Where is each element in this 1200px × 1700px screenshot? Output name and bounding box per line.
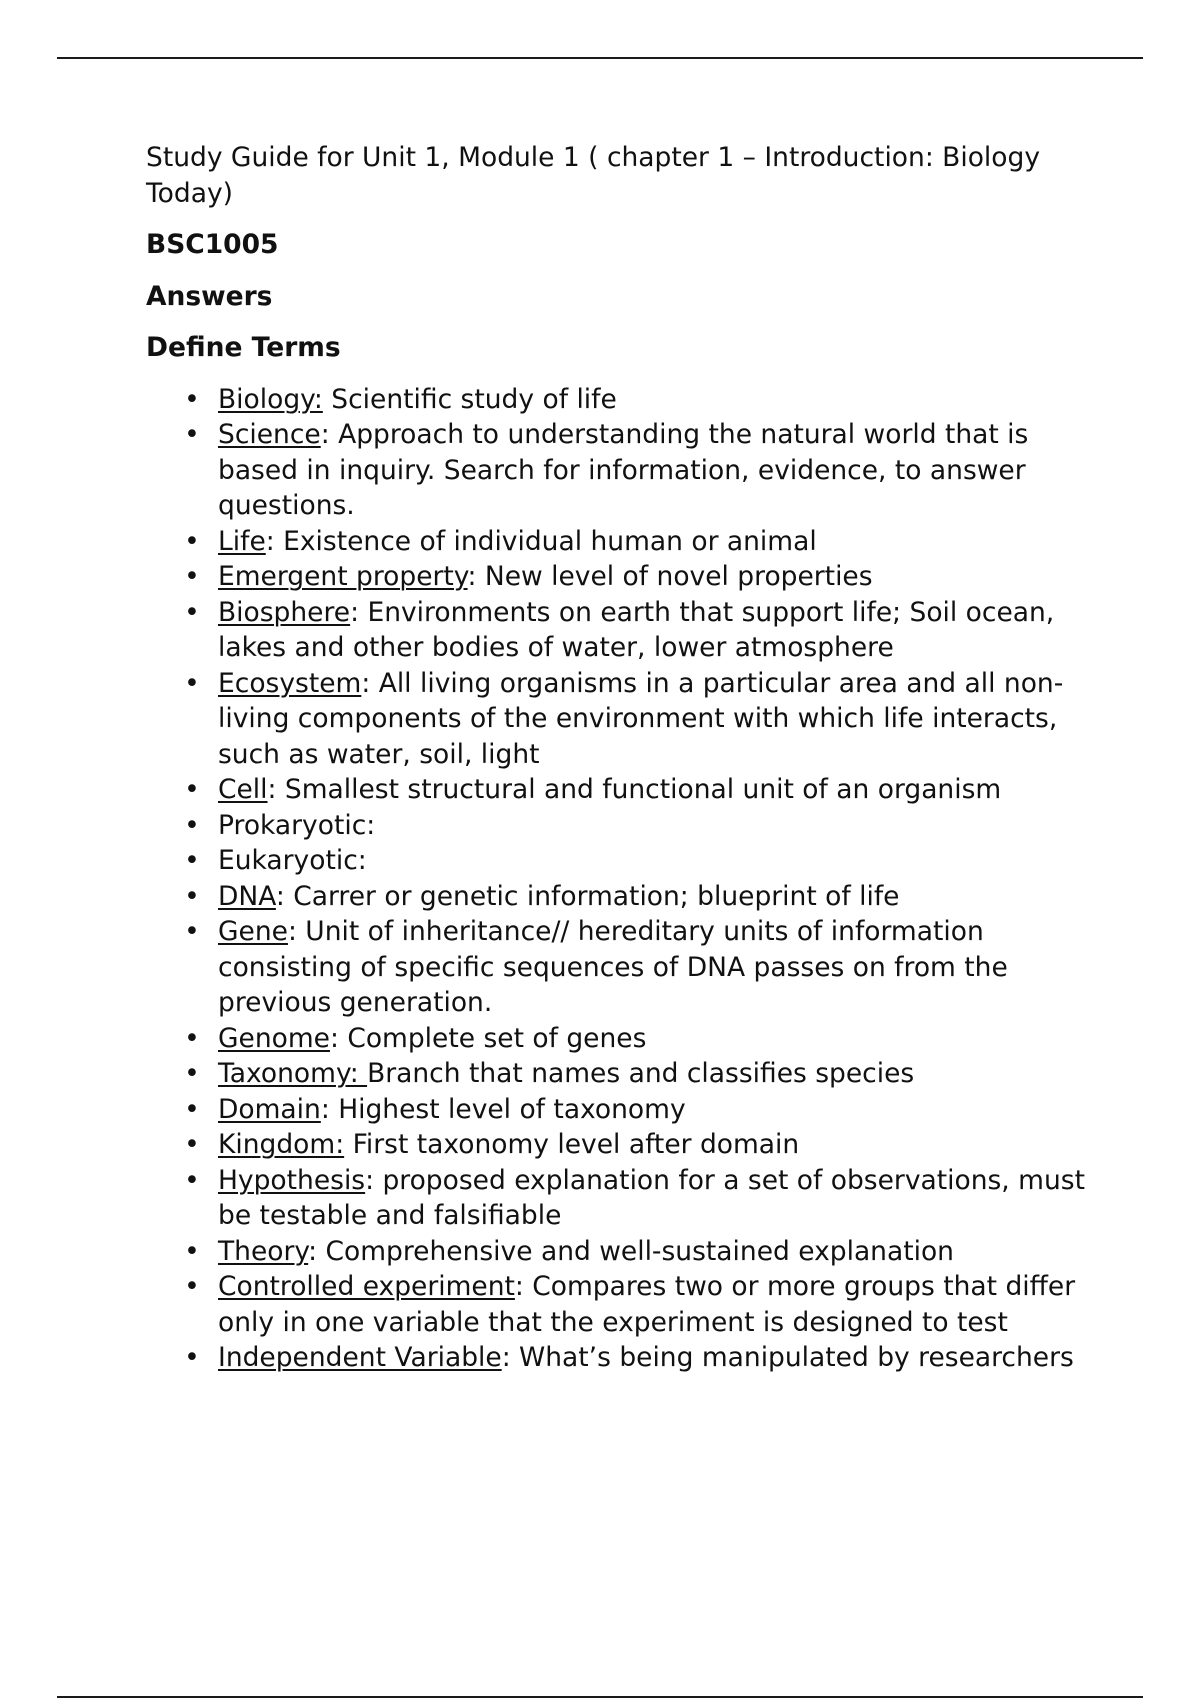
bullet-icon: • bbox=[184, 667, 200, 699]
term-list-item bbox=[146, 1234, 1086, 1270]
term-definition: : Existence of individual human or animal bbox=[265, 525, 817, 557]
term-definition: First taxonomy level after domain bbox=[344, 1129, 800, 1160]
course-code: BSC1005 bbox=[146, 229, 279, 260]
term-name: Ecosystem bbox=[218, 667, 362, 699]
bullet-icon: • bbox=[184, 561, 200, 592]
footer-rule bbox=[57, 1696, 1143, 1698]
document-title: Study Guide for Unit 1, Module 1 ( chapter 1 – Introduction: Biology Today) bbox=[146, 142, 1040, 209]
term-name: Life bbox=[218, 525, 266, 557]
header-rule bbox=[57, 57, 1143, 59]
term-list-item bbox=[146, 524, 1086, 560]
term-definition: : Environments on earth that support life; Soil ocean, lakes and other bodies of water, lower atmosphere bbox=[218, 596, 1055, 663]
term-name: DNA bbox=[218, 880, 276, 912]
bullet-icon: • bbox=[184, 525, 200, 557]
term-list-item bbox=[146, 1127, 1086, 1163]
term-definition: : Highest level of taxonomy bbox=[320, 1093, 686, 1125]
bullet-icon: • bbox=[184, 1235, 200, 1267]
bullet-icon: • bbox=[184, 419, 200, 450]
bullet-icon: • bbox=[184, 1342, 200, 1373]
term-list-item bbox=[146, 808, 1086, 844]
term-name: Cell bbox=[218, 774, 268, 805]
define-terms-heading: Define Terms bbox=[146, 332, 341, 363]
term-name: Science bbox=[218, 419, 321, 450]
term-definition: : Carrer or genetic information; blueprint of life bbox=[275, 880, 900, 912]
bullet-icon: • bbox=[184, 1271, 200, 1302]
bullet-icon: • bbox=[184, 1129, 200, 1160]
bullet-icon: • bbox=[184, 809, 200, 841]
term-list-item bbox=[146, 1056, 1086, 1092]
term-definition: : Complete set of genes bbox=[329, 1022, 647, 1054]
term-list-item bbox=[146, 1163, 1086, 1234]
term-name: Hypothesis bbox=[218, 1164, 366, 1196]
bullet-icon: • bbox=[184, 1022, 200, 1054]
term-list-item bbox=[146, 914, 1086, 1021]
term-name: Theory bbox=[218, 1235, 309, 1267]
bullet-icon: • bbox=[184, 880, 200, 912]
term-name: Kingdom: bbox=[218, 1129, 345, 1160]
term-list-item bbox=[146, 1340, 1086, 1376]
term-name: Controlled experiment bbox=[218, 1271, 515, 1302]
term-name: Genome bbox=[218, 1022, 330, 1054]
term-definition: : Comprehensive and well-sustained explanation bbox=[308, 1235, 954, 1267]
term-name: Domain bbox=[218, 1093, 321, 1125]
term-list-item bbox=[146, 1269, 1086, 1340]
term-list-item bbox=[146, 595, 1086, 666]
term-name: Biosphere bbox=[218, 596, 351, 628]
bullet-icon: • bbox=[184, 1164, 200, 1196]
term-name: Gene bbox=[218, 916, 288, 947]
term-definition: Scientific study of life bbox=[322, 383, 617, 415]
term-name: Taxonomy: bbox=[218, 1058, 368, 1089]
term-list-item bbox=[146, 666, 1086, 773]
bullet-icon: • bbox=[184, 1058, 200, 1089]
term-name: Biology: bbox=[218, 383, 323, 415]
bullet-icon: • bbox=[184, 596, 200, 628]
term-list-item bbox=[146, 772, 1086, 808]
term-list-item bbox=[146, 843, 1086, 879]
term-definition: : What’s being manipulated by researchers bbox=[501, 1342, 1074, 1373]
bullet-icon: • bbox=[184, 916, 200, 947]
answers-heading: Answers bbox=[146, 280, 273, 312]
term-definition: : Smallest structural and functional unit of an organism bbox=[267, 774, 1002, 805]
bullet-icon: • bbox=[184, 774, 200, 805]
term-definition: : New level of novel properties bbox=[467, 561, 873, 592]
term-definition: Branch that names and classifies species bbox=[367, 1058, 915, 1089]
term-definition: Eukaryotic: bbox=[218, 845, 367, 876]
term-definition: : proposed explanation for a set of observations, must be testable and falsifiable bbox=[218, 1164, 1085, 1231]
bullet-icon: • bbox=[184, 845, 200, 876]
bullet-icon: • bbox=[184, 1093, 200, 1125]
term-name: Emergent property bbox=[218, 561, 468, 592]
term-name: Independent Variable bbox=[218, 1342, 502, 1373]
term-definition: : Approach to understanding the natural world that is based in inquiry. Search for information, evidence, to answer questions. bbox=[218, 419, 1029, 521]
term-definition: : Unit of inheritance// hereditary units of information consisting of specific sequences of DNA passes on from the previous generation. bbox=[218, 916, 1008, 1018]
document-body bbox=[146, 140, 1086, 1376]
bullet-icon: • bbox=[184, 383, 200, 415]
term-list-item bbox=[146, 417, 1086, 524]
term-list-item bbox=[146, 382, 1086, 418]
term-list-item bbox=[146, 1021, 1086, 1057]
term-definition: : Compares two or more groups that differ only in one variable that the experiment is designed to test bbox=[218, 1271, 1076, 1338]
term-list-item bbox=[146, 879, 1086, 915]
term-list-item bbox=[146, 1092, 1086, 1128]
terms-list bbox=[146, 382, 1086, 1376]
term-definition: : All living organisms in a particular area and all non-living components of the environment with which life interacts, such as water, soil, light bbox=[218, 667, 1064, 770]
term-list-item bbox=[146, 559, 1086, 595]
term-definition: Prokaryotic: bbox=[218, 809, 376, 841]
